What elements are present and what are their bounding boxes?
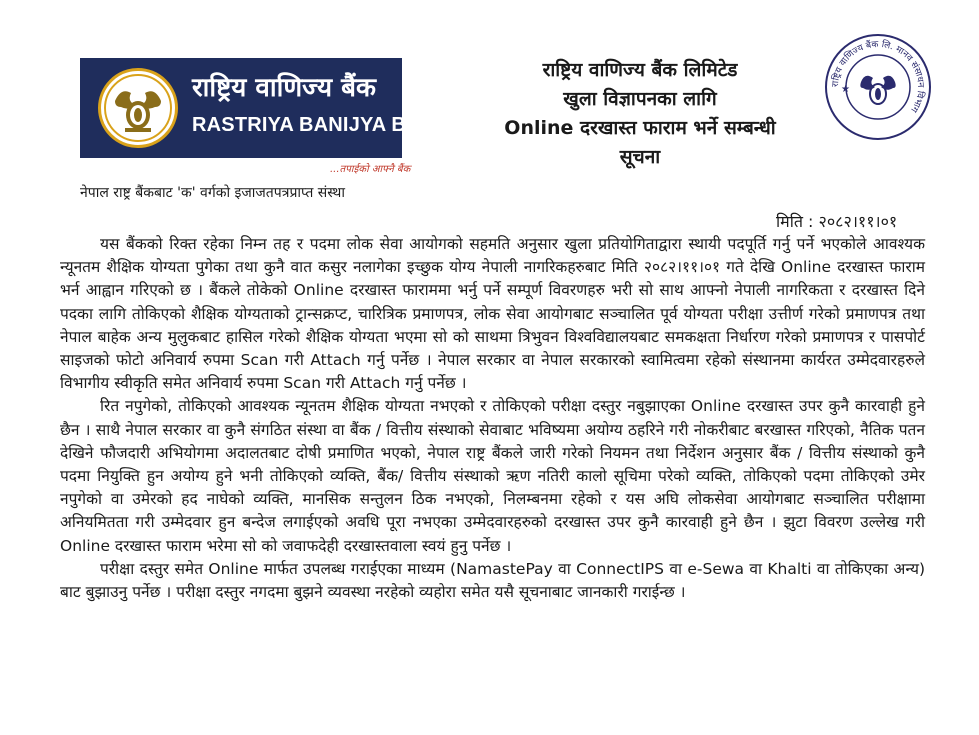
paragraph-2: रित नपुगेको, तोकिएको आवश्यक न्यूनतम शैक्षिक योग्यता नभएको र तोकिएको परीक्षा दस्तुर नबुझाएका Online दरखास्त उपर कुनै कारवाही हुने छैन । साथै नेपाल सरकार वा कुनै संगठित संस्था वा बैंक / वित्तीय संस्थाको सेवाबाट भविष्यमा अयोग्य ठहरिने गरी नोकरीबाट बरखास्त गरिएको, नैतिक पतन देखिने फौजदारी अभियोगमा अदालतबाट दोषी प्रमाणित भएको, नेपाल राष्ट्र बैंकले जारी गरेको नियमन तथा निर्देशन अनुसार बैंक / वित्तीय संस्थाको कुनै पदमा नियुक्ति हुन अयोग्य हुने भनी तोकिएको व्यक्ति, बैंक/ वित्तीय संस्थाको ऋण नतिरी कालो सूचिमा परेको व्यक्ति, तोकिएको पदमा तोकिएको उमेर नपुगेको वा उमेरको हद नाघेको व्यक्ति, मानसिक सन्तुलन ठिक नभएको, निलम्बनमा रहेको र यस अघि लोकसेवा आयोगबाट सञ्चालित परीक्षामा अनियमितता गरी उम्मेदवार हुन बन्देज लगाईएको अवधि पूरा नभएका उम्मेदवारहरुको दरखास्त उपर कुनै कारवाही हुने छैन । झुटा विवरण उल्लेख गरी Online दरखास्त फाराम भरेमा सो को जवाफदेही दरखास्तवाला स्वयं हुनु पर्नेछ । <box>60 397 925 555</box>
svg-text:★: ★ <box>841 84 850 95</box>
paragraph-3: परीक्षा दस्तुर समेत Online मार्फत उपलब्ध गराईएका माध्यम (NamastePay वा ConnectIPS वा e-Sewa वा Khalti वा तोकिएका अन्य) बाट बुझाउनु पर्नेछ । परीक्षा दस्तुर नगदमा बुझने व्यवस्था नरहेको व्यहोरा समेत यसै सूचनाबाट जानकारी गराईन्छ । <box>60 559 925 602</box>
seal-text: राष्ट्रिय वाणिज्य बैंक लि. मानव संसाधन विभाग <box>830 39 926 114</box>
logo-tagline: ...तपाईको आफ्नै बैंक <box>330 164 411 175</box>
logo-english-name: RASTRIYA BANIJYA BANK <box>192 114 450 136</box>
notice-date: मिति : २०८२।११।०१ <box>776 212 898 231</box>
notice-heading <box>440 56 840 172</box>
bank-seal-icon <box>823 32 933 142</box>
heading-line-2: खुला विज्ञापनका लागि <box>563 88 717 110</box>
paragraph-1: यस बैंकको रिक्त रहेका निम्न तह र पदमा लोक सेवा आयोगको सहमति अनुसार खुला प्रतियोगिताद्वारा स्थायी पदपूर्ति गर्नु पर्ने भएकोले आवश्यक न्यूनतम शैक्षिक योग्यता पुगेका तथा कुनै वात कसुर नलागेका इच्छुक योग्य नेपाली नागरिकहरुबाट मिति २०८२।११।०१ गते देखि Online दरखास्त फाराम भर्न आह्वान गरिएको छ । बैंकले तोकेको Online दरखास्त फाराममा भर्नु पर्ने सम्पूर्ण विवरणहरु भरी सो साथ आफ्नो नेपाली नागरिकता र दरखास्त दिने पदका लागि तोकिएको शैक्षिक योग्यताको ट्रान्सक्रप्ट, चारित्रिक प्रमाणपत्र, लोक सेवा आयोगबाट सञ्चालित पूर्व योग्यता परीक्षा उत्तीर्ण गरेको प्रमाणपत्र तथा नेपाल बाहेक अन्य मुलुकबाट हासिल गरेको शैक्षिक योग्यता भएमा सो को साथमा त्रिभुवन विश्वविद्यालयबाट समकक्षता निर्धारण गरेको प्रमाणपत्र र पासपोर्ट साइजको फोटो अनिवार्य रुपमा Scan गरी Attach गर्नु पर्नेछ । नेपाल सरकार वा नेपाल सरकारको स्वामित्वमा रहेको संस्थानमा कार्यरत उम्मेदवारहरुले विभागीय स्वीकृति समेत अनिवार्य रुपमा Scan गरी Attach गर्नु पर्नेछ । <box>60 235 925 393</box>
heading-line-4: सूचना <box>619 146 661 168</box>
license-text: नेपाल राष्ट्र बैंकबाट 'क' वर्गको इजाजतपत्रप्राप्त संस्था <box>80 185 346 201</box>
heading-line-1: राष्ट्रिय वाणिज्य बैंक लिमिटेड <box>542 59 738 81</box>
logo-nepali-name: राष्ट्रिय वाणिज्य बैंक <box>192 73 376 103</box>
bank-logo <box>80 58 450 158</box>
heading-line-3: Online दरखास्त फाराम भर्ने सम्बन्धी <box>504 117 776 139</box>
bank-emblem-icon <box>98 68 178 148</box>
notice-body <box>60 233 925 604</box>
